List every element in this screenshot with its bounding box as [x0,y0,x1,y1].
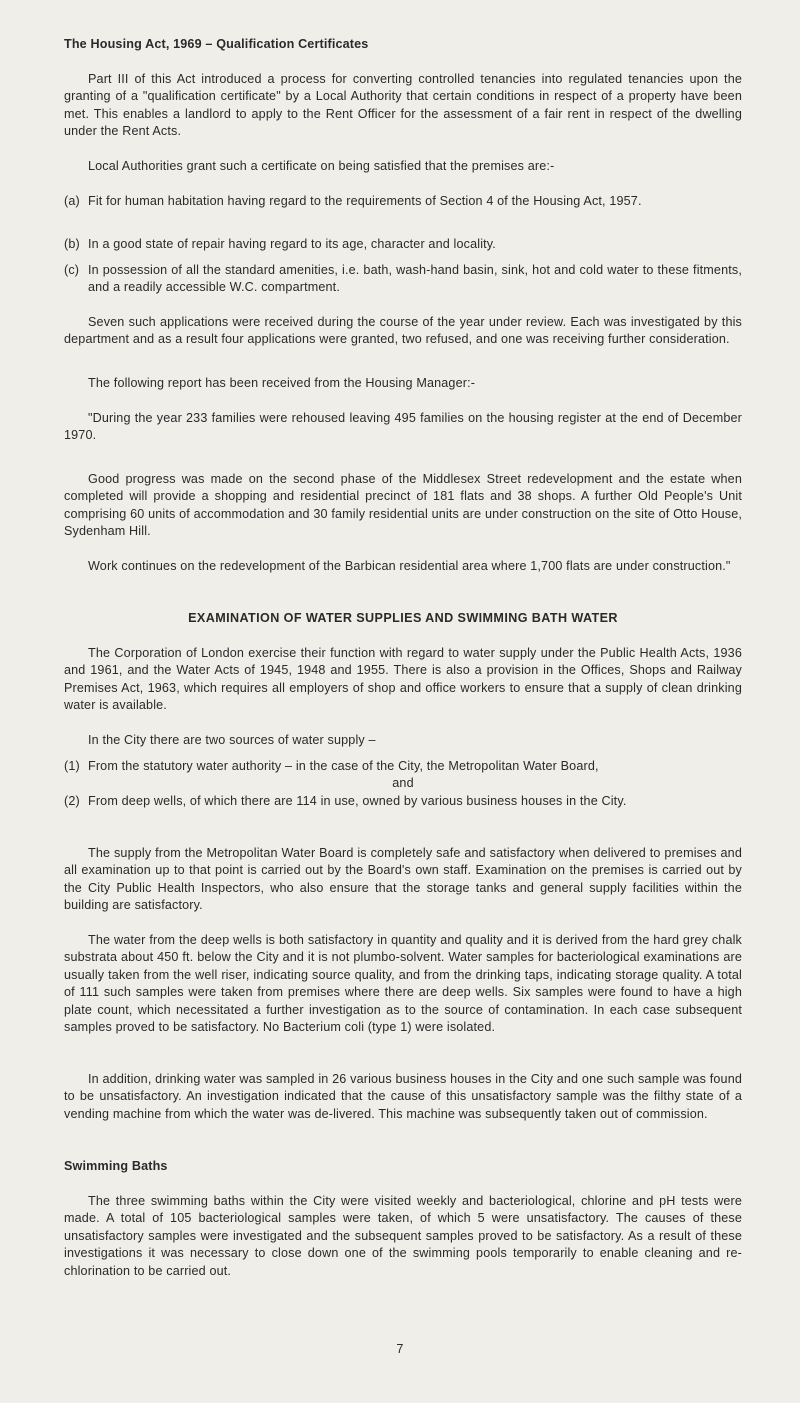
housing-act-paragraph: Part III of this Act introduced a process for converting controlled tenancies into regulated tenancies upon the granting of a "qualification certificate" by a Local Authority that certain conditions in respect of a property have been met. This enables a landlord to apply to the Rent Officer for the assessment of a fair rent in respect of the dwelling under the Rent Acts. [64,72,742,139]
housing-act-heading: The Housing Act, 1969 – Qualification Certificates [64,37,369,51]
condition-item-c [64,262,742,297]
condition-label: (a) [64,194,80,208]
condition-label: (c) [64,263,80,277]
source-label: (1) [64,759,80,773]
certificate-conditions-intro: Local Authorities grant such a certificate on being satisfied that the premises are:- [88,159,555,173]
condition-label: (b) [64,237,80,251]
condition-text: Fit for human habitation having regard to the requirements of Section 4 of the Housing Act, 1957. [88,194,642,208]
housing-manager-intro: The following report has been received from the Housing Manager:- [88,376,476,390]
water-source-item-2 [64,793,742,810]
drinking-water-paragraph: In addition, drinking water was sampled in 26 various business houses in the City and one such sample was found to be unsatisfactory. An investigation indicated that the cause of this unsatisfactory sample was the filthy state of a vending machine from which the water was de-livered. This machine was subsequently taken out of commission. [64,1072,742,1121]
page-number: 7 [396,1342,404,1356]
housing-report-quote-3: Work continues on the redevelopment of the Barbican residential area where 1,700 flats are under construction." [88,559,731,573]
water-section-heading: EXAMINATION OF WATER SUPPLIES AND SWIMMING BATH WATER [188,611,618,625]
mwb-supply-paragraph: The supply from the Metropolitan Water Board is completely safe and satisfactory when delivered to premises and all examination up to that point is carried out by the Board's own staff. Examination on the premises is carried out by the City Public Health Inspectors, who also ensure that the storage tanks and general supply facilities within the building are satisfactory. [64,846,742,913]
source-label: (2) [64,794,80,808]
applications-paragraph: Seven such applications were received during the course of the year under review. Each was investigated by this department and as a result four applications were granted, two refused, and one was receiving further consideration. [64,315,742,347]
housing-report-quote-2: Good progress was made on the second phase of the Middlesex Street redevelopment and the estate when completed will provide a shopping and residential precinct of 181 flats and 38 shops. A further Old People's Unit comprising 60 units of accommodation and 30 family residential units are under construction on the site of Otto House, Sydenham Hill. [64,472,742,539]
condition-item-a [64,193,742,210]
water-legislation-paragraph: The Corporation of London exercise their function with regard to water supply under the Public Health Acts, 1936 and 1961, and the Water Acts of 1945, 1948 and 1955. There is also a provision in the Offices, Shops and Railway Premises Act, 1963, which requires all employers of shop and office workers to ensure that a supply of clean drinking water is available. [64,646,742,713]
source-text: From deep wells, of which there are 114 in use, owned by various business houses in the City. [88,794,627,808]
condition-text: In possession of all the standard amenities, i.e. bath, wash-hand basin, sink, hot and cold water to these fitments, and a readily accessible W.C. compartment. [88,263,742,295]
source-text: From the statutory water authority – in the case of the City, the Metropolitan Water Board, [88,759,599,773]
condition-text: In a good state of repair having regard to its age, character and locality. [88,237,496,251]
and-connector: and [392,776,414,790]
swimming-baths-paragraph: The three swimming baths within the City were visited weekly and bacteriological, chlorine and pH tests were made. A total of 105 bacteriological samples were taken, of which 5 were unsatisfactory. The causes of these unsatisfactory samples were investigated and the subsequent samples proved to be satisfactory. As a result of these investigations it was necessary to close down one of the swimming pools temporarily to enable cleaning and re-chlorination to be carried out. [64,1194,742,1278]
housing-report-quote-1: "During the year 233 families were rehoused leaving 495 families on the housing register at the end of December 1970. [64,411,742,443]
deep-wells-paragraph: The water from the deep wells is both satisfactory in quantity and quality and it is derived from the hard grey chalk substrata about 450 ft. below the City and it is not plumbo-solvent. Water samples for bacteriological examinations are usually taken from the well riser, indicating source quality, and from the drinking taps, indicating storage quality. A total of 111 such samples were taken from premises where there are deep wells. Six samples were found to have a high plate count, which necessitated a further investigation as to the source of contamination. In each case subsequent samples proved to be satisfactory. No Bacterium coli (type 1) were isolated. [64,933,742,1035]
swimming-baths-heading: Swimming Baths [64,1159,168,1173]
water-sources-intro: In the City there are two sources of water supply – [88,733,376,747]
condition-item-b [64,236,742,253]
water-source-item-1 [64,758,742,775]
